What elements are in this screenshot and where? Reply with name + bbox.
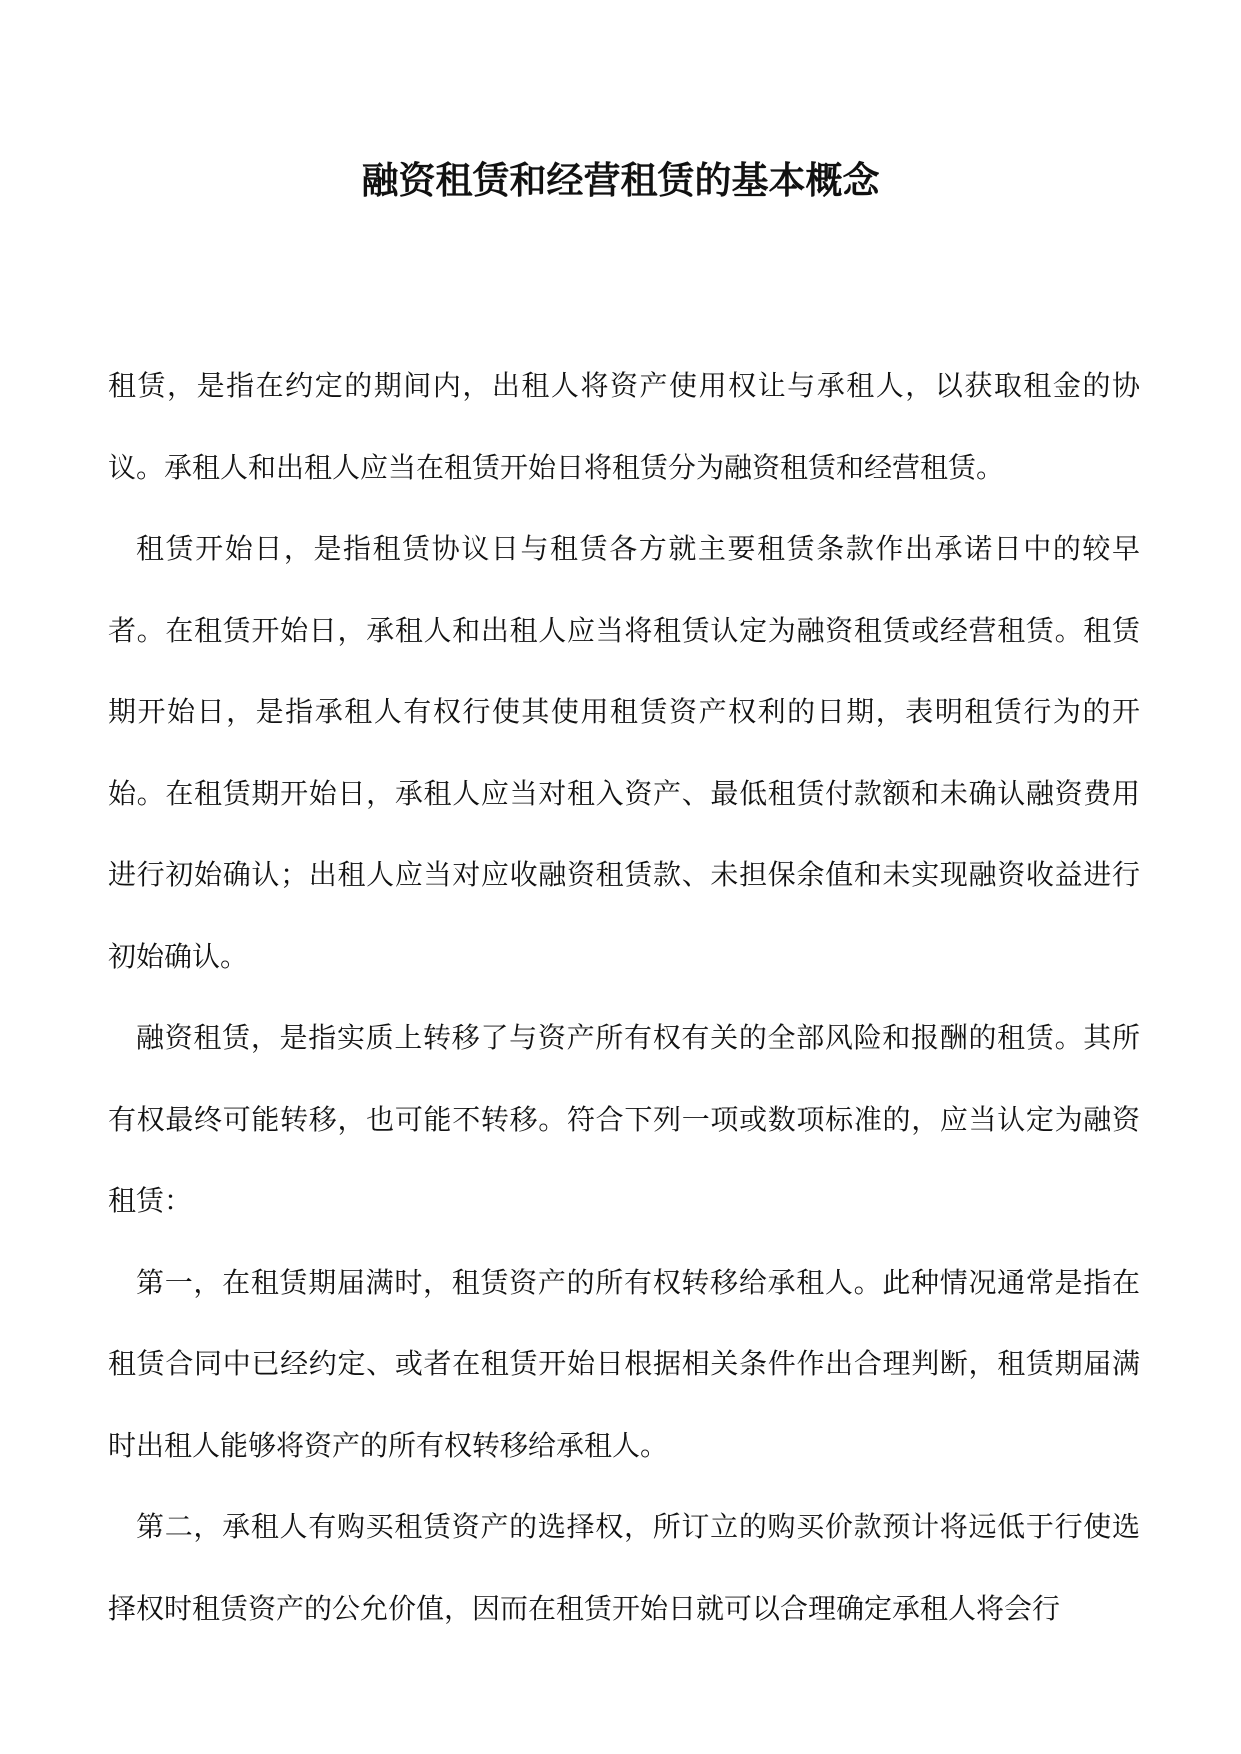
page-title: 融资租赁和经营租赁的基本概念	[361, 158, 880, 202]
paragraph-finance-lease-definition: 融资租赁，是指实质上转移了与资产所有权有关的全部风险和报酬的租赁。其所有权最终可能转移，也可能不转移。符合下列一项或数项标准的，应当认定为融资租赁：	[108, 1021, 1140, 1217]
document-body	[108, 345, 1140, 1649]
paragraph-lease-start-date: 租赁开始日，是指租赁协议日与租赁各方就主要租赁条款作出承诺日中的较早者。在租赁开始日，承租人和出租人应当将租赁认定为融资租赁或经营租赁。租赁期开始日，是指承租人有权行使其使用租赁资产权利的日期，表明租赁行为的开始。在租赁期开始日，承租人应当对租入资产、最低租赁付款额和未确认融资费用进行初始确认；出租人应当对应收融资租赁款、未担保余值和未实现融资收益进行初始确认。	[108, 532, 1140, 973]
paragraph-criterion-one: 第一，在租赁期届满时，租赁资产的所有权转移给承租人。此种情况通常是指在租赁合同中已经约定、或者在租赁开始日根据相关条件作出合理判断，租赁期届满时出租人能够将资产的所有权转移给承租人。	[108, 1265, 1140, 1462]
paragraph-lease-definition: 租赁，是指在约定的期间内，出租人将资产使用权让与承租人，以获取租金的协议。承租人和出租人应当在租赁开始日将租赁分为融资租赁和经营租赁。	[108, 369, 1140, 484]
paragraph-criterion-two: 第二，承租人有购买租赁资产的选择权，所订立的购买价款预计将远低于行使选择权时租赁资产的公允价值，因而在租赁开始日就可以合理确定承租人将会行	[108, 1510, 1140, 1625]
